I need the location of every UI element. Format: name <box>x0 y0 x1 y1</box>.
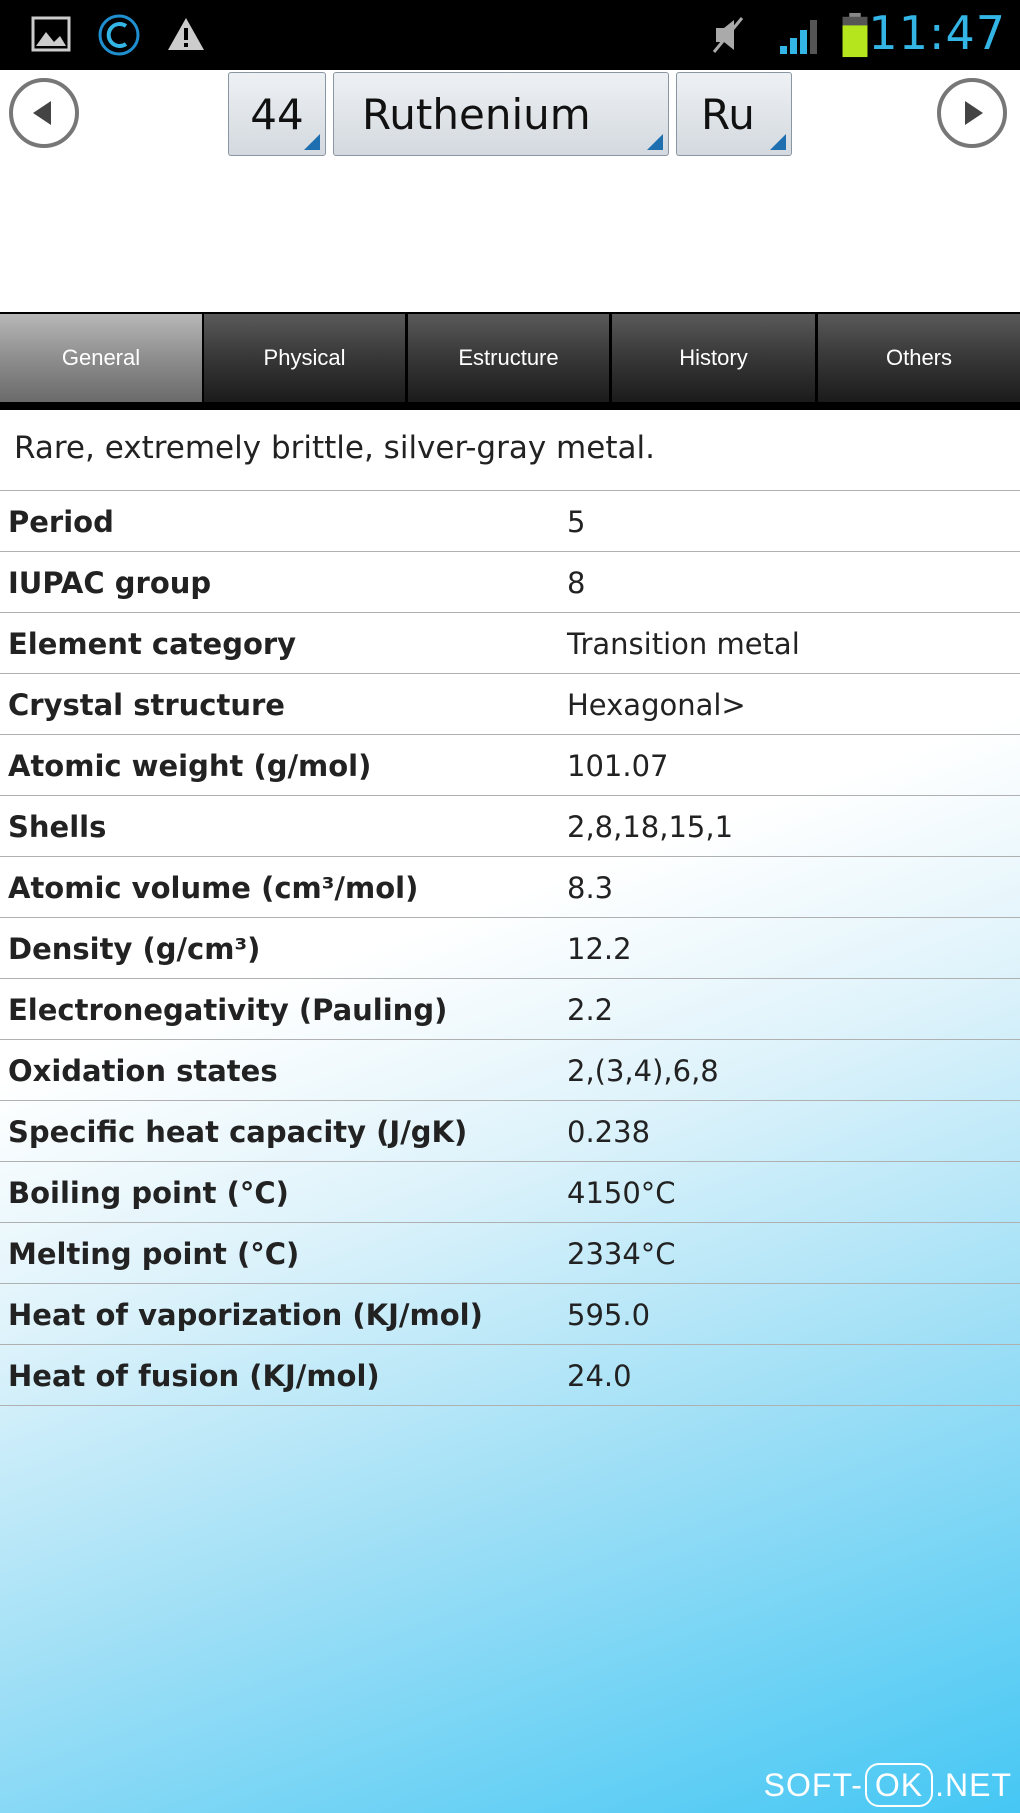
properties-table <box>0 491 1020 1406</box>
table-row <box>0 979 1020 1040</box>
property-name: Density (g/cm³) <box>8 932 261 966</box>
table-row <box>0 1345 1020 1406</box>
tab-estructure[interactable] <box>408 314 609 402</box>
property-name: Period <box>8 505 114 539</box>
tab-bar <box>0 312 1020 408</box>
property-name: Melting point (°C) <box>8 1237 300 1271</box>
property-name: Atomic volume (cm³/mol) <box>8 871 419 905</box>
property-name: Heat of vaporization (KJ/mol) <box>8 1298 483 1332</box>
property-value: 2334°C <box>567 1237 676 1271</box>
property-value: 2.2 <box>567 993 614 1027</box>
previous-element-button[interactable] <box>9 78 79 148</box>
spinner-triangle-icon <box>647 134 663 150</box>
property-name: Atomic weight (g/mol) <box>8 749 372 783</box>
table-row <box>0 796 1020 857</box>
atomic-number-spinner[interactable] <box>228 72 326 156</box>
property-value: 0.238 <box>567 1115 651 1149</box>
element-symbol: Ru <box>701 89 755 139</box>
property-name: Boiling point (°C) <box>8 1176 289 1210</box>
clock: 11:47 <box>868 6 1006 60</box>
table-row <box>0 674 1020 735</box>
property-name: Shells <box>8 810 107 844</box>
tab-physical[interactable] <box>204 314 405 402</box>
property-name: IUPAC group <box>8 566 212 600</box>
warning-icon <box>164 12 208 58</box>
spinner-triangle-icon <box>770 134 786 150</box>
next-element-button[interactable] <box>937 78 1007 148</box>
table-row <box>0 1284 1020 1345</box>
property-value: 2,(3,4),6,8 <box>567 1054 719 1088</box>
status-bar <box>0 0 1020 70</box>
table-row <box>0 918 1020 979</box>
tab-label: History <box>679 345 748 370</box>
right-arrow-icon <box>941 82 1003 144</box>
property-value: 8 <box>567 566 586 600</box>
element-description: Rare, extremely brittle, silver-gray metal. <box>14 430 655 466</box>
watermark <box>764 1761 1012 1809</box>
table-row <box>0 552 1020 613</box>
battery-icon <box>840 12 870 58</box>
table-row <box>0 491 1020 552</box>
property-value: 4150°C <box>567 1176 676 1210</box>
table-row <box>0 1162 1020 1223</box>
property-value: 8.3 <box>567 871 614 905</box>
table-row <box>0 1223 1020 1284</box>
sync-icon <box>96 12 142 58</box>
tab-others[interactable] <box>818 314 1020 402</box>
element-name-spinner[interactable] <box>333 72 669 156</box>
watermark-suffix: .NET <box>935 1766 1012 1803</box>
tab-label: Others <box>885 345 953 370</box>
tab-label: Estructure <box>458 345 559 370</box>
element-name: Ruthenium <box>362 89 591 139</box>
tab-label: Physical <box>263 345 346 370</box>
atomic-number: 44 <box>250 89 304 139</box>
property-name: Heat of fusion (KJ/mol) <box>8 1359 380 1393</box>
property-value: 595.0 <box>567 1298 651 1332</box>
mute-icon <box>708 12 748 58</box>
property-value: Transition metal <box>567 627 800 661</box>
general-content[interactable] <box>0 410 1020 1813</box>
element-selector <box>0 70 1020 312</box>
tab-label: General <box>61 345 141 370</box>
property-value: Hexagonal> <box>567 688 746 722</box>
property-name: Crystal structure <box>8 688 285 722</box>
gallery-icon <box>30 12 72 58</box>
tab-divider <box>0 402 1020 410</box>
watermark-badge: OK <box>865 1763 933 1807</box>
table-row <box>0 735 1020 796</box>
table-row <box>0 857 1020 918</box>
left-arrow-icon <box>13 82 75 144</box>
table-row <box>0 613 1020 674</box>
tab-general[interactable] <box>0 314 202 402</box>
spinner-triangle-icon <box>304 134 320 150</box>
signal-icon <box>778 12 824 58</box>
watermark-prefix: SOFT- <box>763 1766 863 1803</box>
table-row <box>0 1101 1020 1162</box>
property-value: 12.2 <box>567 932 632 966</box>
property-value: 101.07 <box>567 749 669 783</box>
property-name: Element category <box>8 627 297 661</box>
table-row <box>0 1040 1020 1101</box>
property-name: Electronegativity (Pauling) <box>8 993 448 1027</box>
property-name: Specific heat capacity (J/gK) <box>8 1115 468 1149</box>
property-value: 2,8,18,15,1 <box>567 810 734 844</box>
tab-history[interactable] <box>612 314 815 402</box>
property-name: Oxidation states <box>8 1054 278 1088</box>
element-symbol-spinner[interactable] <box>676 72 792 156</box>
property-value: 24.0 <box>567 1359 632 1393</box>
property-value: 5 <box>567 505 586 539</box>
